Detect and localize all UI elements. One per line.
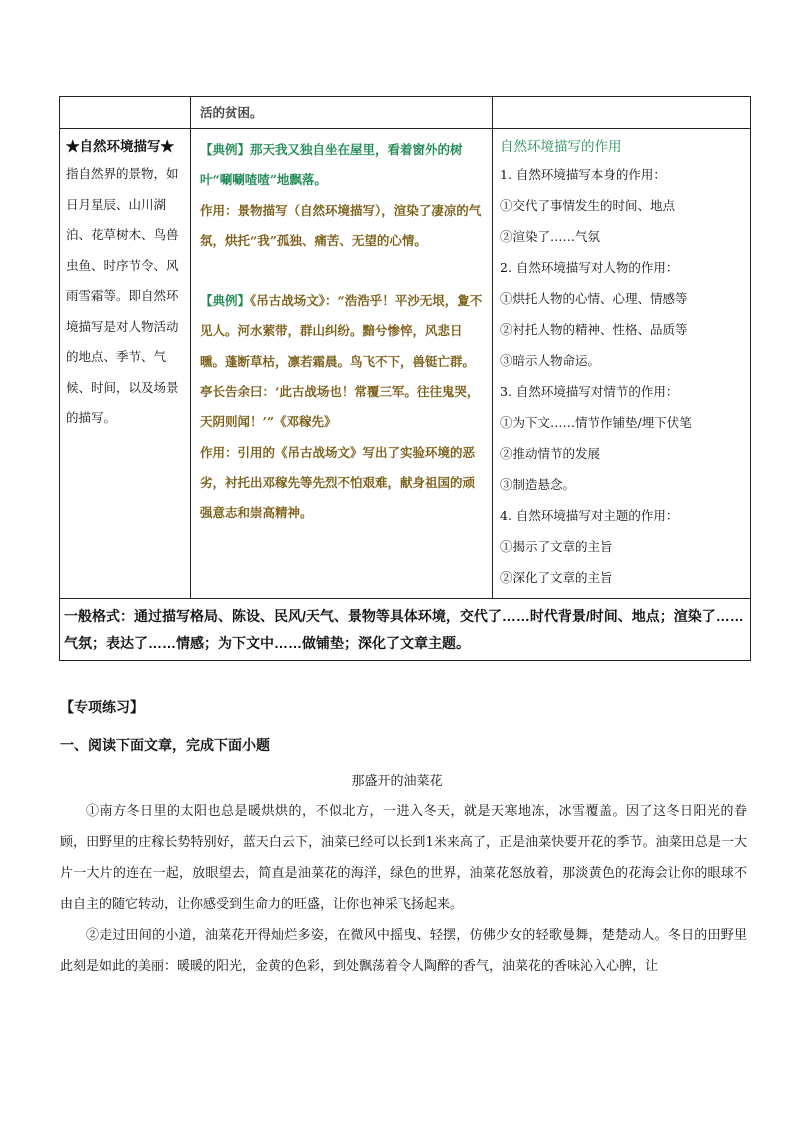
writing-method-table [59, 96, 751, 661]
list-item: 1. 自然环境描写本身的作用： [500, 167, 666, 182]
question-heading: 一、阅读下面文章，完成下面小题 [60, 737, 270, 753]
list-item: ①揭示了文章的主旨 [500, 539, 613, 554]
example-cell [191, 129, 493, 598]
table-cell [493, 97, 750, 128]
list-item: ①为下文……情节作铺垫/埋下伏笔 [500, 415, 692, 430]
article-title: 那盛开的油菜花 [351, 774, 443, 789]
section-heading: 【专项练习】 [60, 699, 144, 715]
article-paragraph: ①南方冬日里的太阳也总是暖烘烘的，不似北方，一进入冬天，就是天寒地冻，冰雪覆盖。因了这冬日阳光的眷顾，田野里的庄稼长势特别好，蓝天白云下，油菜已经可以长到1米来高了，正是油菜快要开花的季节。油菜田总是一大片一大片的连在一起，放眼望去，简直是油菜花的海洋，绿色的世界，油菜花怒放着，那淡黄色的花海会让你的眼球不由自主的随它转动，让你感受到生命力的旺盛，让你也神采飞扬起来。 [60, 804, 747, 912]
list-item: ①交代了事情发生的时间、地点 [500, 198, 676, 213]
example-2 [200, 286, 486, 437]
list-item: 2. 自然环境描写对人物的作用： [500, 260, 679, 275]
example-text: 那天我又独自坐在屋里，看着窗外的树叶“唰唰喳喳”地飘落。 [200, 142, 463, 188]
list-item: ③暗示人物命运。 [500, 353, 601, 368]
list-item: ②衬托人物的精神、性格、品质等 [500, 322, 688, 337]
list-item: 3. 自然环境描写对情节的作用： [500, 384, 679, 399]
function-cell [493, 129, 750, 598]
example-1 [200, 135, 486, 196]
example-text: 《吊古战场文》：“浩浩乎！平沙无垠，夐不见人。河水萦带，群山纠纷。黯兮惨悴，风悲日曛。蓬断草枯，凛若霜晨。鸟飞不下，兽铤亡群。亭长告余曰：‘此古战场也！常覆三军。往往鬼哭，天阴则闻！’”《邓稼先》 [200, 293, 483, 430]
list-item: ②推动情节的发展 [500, 446, 601, 461]
example-analysis: 作用：景物描写（自然环境描写），渲染了凄凉的气氛，烘托“我”孤独、痛苦、无望的心情。 [200, 202, 482, 248]
table-cell: 活的贫困。 [191, 97, 493, 128]
function-title: 自然环境描写的作用 [500, 139, 622, 154]
example-label: 【典例】 [200, 142, 251, 157]
example-analysis: 作用：引用的《吊古战场文》写出了实验环境的恶劣，衬托出邓稼先等先烈不怕艰难，献身祖国的顽强意志和崇高精神。 [200, 444, 476, 521]
table-row [60, 97, 750, 129]
list-item: 4. 自然环境描写对主题的作用： [500, 508, 679, 523]
definition-cell [60, 129, 191, 598]
list-item: ③制造悬念。 [500, 477, 576, 492]
method-definition: 指自然界的景物，如日月星辰、山川湖泊、花草树木、鸟兽虫鱼、时序节令、风雨雪霜等。即自然环境描写是对人物活动的地点、季节、气候、时间，以及场景的描写。 [66, 166, 179, 425]
table-cell [60, 97, 191, 128]
table-row [60, 129, 750, 599]
list-item: ①烘托人物的心情、心理、情感等 [500, 291, 688, 306]
list-item: ②渲染了……气氛 [500, 229, 601, 244]
method-heading: ★自然环境描写★ [66, 139, 174, 154]
general-format-row: 一般格式：通过描写格局、陈设、民风/天气、景物等具体环境，交代了……时代背景/时间、地点；渲染了……气氛；表达了……情感；为下文中……做铺垫；深化了文章主题。 [64, 608, 744, 651]
example-label: 【典例】 [200, 293, 251, 309]
list-item: ②深化了文章的主旨 [500, 570, 613, 585]
article-paragraph: ②走过田间的小道，油菜花开得灿烂多姿，在微风中摇曳、轻摆，仿佛少女的轻歌曼舞，楚楚动人。冬日的田野里此刻是如此的美丽：暖暖的阳光，金黄的色彩，到处飘荡着令人陶醉的香气，油菜花的香味沁入心脾，让 [60, 928, 747, 974]
